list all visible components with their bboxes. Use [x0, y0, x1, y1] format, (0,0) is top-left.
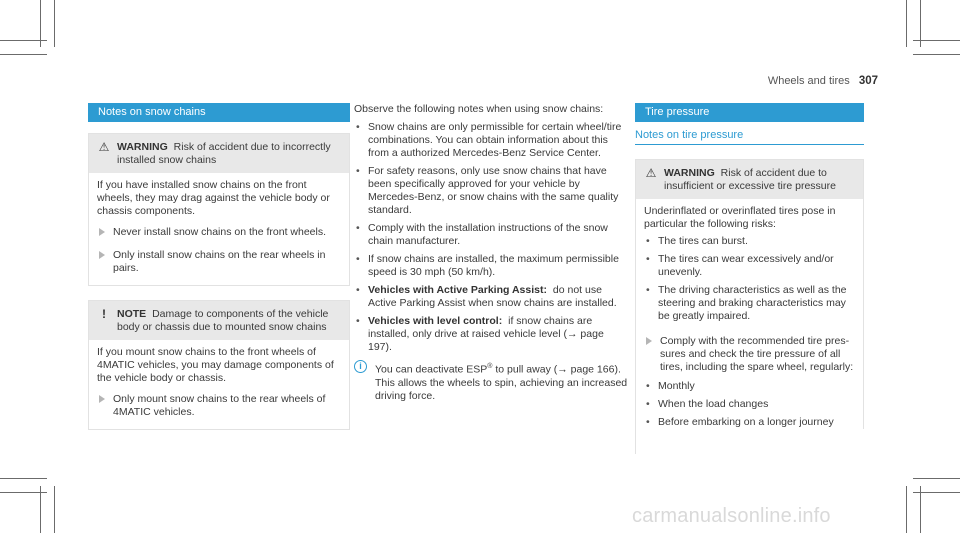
box-continuation-line: [635, 428, 636, 454]
crop-mark: [0, 54, 47, 55]
crop-mark: [913, 54, 960, 55]
intro-text: Observe the following notes when using snow chains:: [354, 103, 604, 115]
crop-mark: [920, 486, 921, 533]
warning-keyword: WARNING: [117, 141, 168, 153]
note-box: [88, 300, 350, 430]
info-note: [354, 360, 630, 403]
risk-list: [644, 235, 855, 323]
step-item: Never install snow chains on the front wheels.: [97, 226, 341, 239]
warning-body: Underinflated or overinflated tires pose in particular the following risks:: [644, 205, 836, 230]
section-bar-snow-chains: Notes on snow chains: [88, 103, 350, 122]
list-item: • Monthly: [644, 380, 855, 393]
list-item: • Vehicles with Active Parking Assist: do not use Active Parking Assist when snow chains are installed.: [354, 284, 630, 310]
schedule-list: [644, 380, 855, 429]
note-keyword: NOTE: [117, 308, 147, 320]
warning-box: [635, 159, 864, 429]
list-item: • Snow chains are only permissible for certain wheel/tire combinations. You can obtain information about this from a authorized Mercedes-Benz Service Center.: [354, 121, 630, 160]
column-snow-chains: [88, 103, 350, 430]
crop-mark: [0, 40, 47, 41]
list-item: • Comply with the installation instructions of the snow chain manufacturer.: [354, 222, 630, 248]
notes-list: [354, 121, 630, 354]
subheading-tire-pressure: Notes on tire pressure: [635, 129, 864, 145]
warning-triangle-icon: ⚠: [645, 166, 657, 180]
list-item: • The tires can wear excessively and/or unevenly.: [644, 253, 855, 279]
step-item: Only mount snow chains to the rear wheels of 4MATIC vehicles.: [97, 393, 341, 419]
crop-mark: [906, 0, 907, 47]
list-item: • For safety reasons, only use snow chains that have been specifically approved for your vehicle by Mercedes-Benz, or snow chains with the same quality standard.: [354, 165, 630, 217]
step-arrow-icon: [646, 337, 652, 345]
warning-header: [636, 160, 863, 199]
warning-box: [88, 133, 350, 286]
crop-mark: [0, 478, 47, 479]
crop-mark: [54, 0, 55, 47]
step-item: Comply with the recommended tire pressures and check the tire pressure of all tires, including the spare wheel, regularly:: [644, 335, 855, 374]
warning-keyword: WARNING: [664, 167, 715, 179]
section-title: Wheels and tires: [767, 75, 850, 87]
warning-header: [89, 134, 349, 173]
list-item: • If snow chains are installed, the maximum permissible speed is 30 mph (50 km/h).: [354, 253, 630, 279]
info-text: You can deactivate ESP® to pull away (→ page 166). This allows the wheels to spin, achieving an increased driving force.: [375, 363, 628, 402]
list-item: • Vehicles with level control: if snow chains are installed, only drive at raised vehicle level (→ page 197).: [354, 315, 630, 354]
step-item: Only install snow chains on the rear wheels in pairs.: [97, 249, 341, 275]
note-body: If you mount snow chains to the front wheels of 4MATIC vehicles, you may damage components of the vehicle body or chassis.: [97, 346, 334, 384]
crop-mark: [54, 486, 55, 533]
warning-body: If you have installed snow chains on the front wheels, they may drag against the vehicle body or chassis components.: [97, 179, 330, 217]
step-arrow-icon: [99, 395, 105, 403]
running-head: [768, 75, 878, 87]
note-header: [89, 301, 349, 340]
crop-mark: [913, 492, 960, 493]
exclamation-icon: !: [102, 307, 106, 321]
crop-mark: [906, 486, 907, 533]
watermark: carmanualsonline.info: [632, 505, 831, 527]
crop-mark: [0, 492, 47, 493]
list-item: • The driving characteristics as well as the steering and braking characteristics may be greatly impaired.: [644, 284, 855, 323]
info-icon: i: [354, 360, 367, 373]
crop-mark: [913, 40, 960, 41]
list-item: • When the load changes: [644, 398, 855, 411]
page-number: 307: [858, 75, 878, 87]
warning-text: Risk of accident due to insufficient or excessive tire pressure: [664, 167, 836, 192]
step-arrow-icon: [99, 228, 105, 236]
list-item: • The tires can burst.: [644, 235, 855, 248]
section-bar-tire-pressure: Tire pressure: [635, 103, 864, 122]
crop-mark: [40, 486, 41, 533]
warning-triangle-icon: ⚠: [98, 140, 110, 154]
column-tire-pressure: [635, 103, 864, 434]
note-text: Damage to components of the vehicle body or chassis due to mounted snow chains: [117, 308, 329, 333]
column-snow-chain-notes: [354, 103, 630, 403]
step-arrow-icon: [99, 251, 105, 259]
list-item: • Before embarking on a longer journey: [644, 416, 855, 429]
crop-mark: [913, 478, 960, 479]
warning-text: Risk of accident due to incorrectly installed snow chains: [117, 141, 331, 166]
